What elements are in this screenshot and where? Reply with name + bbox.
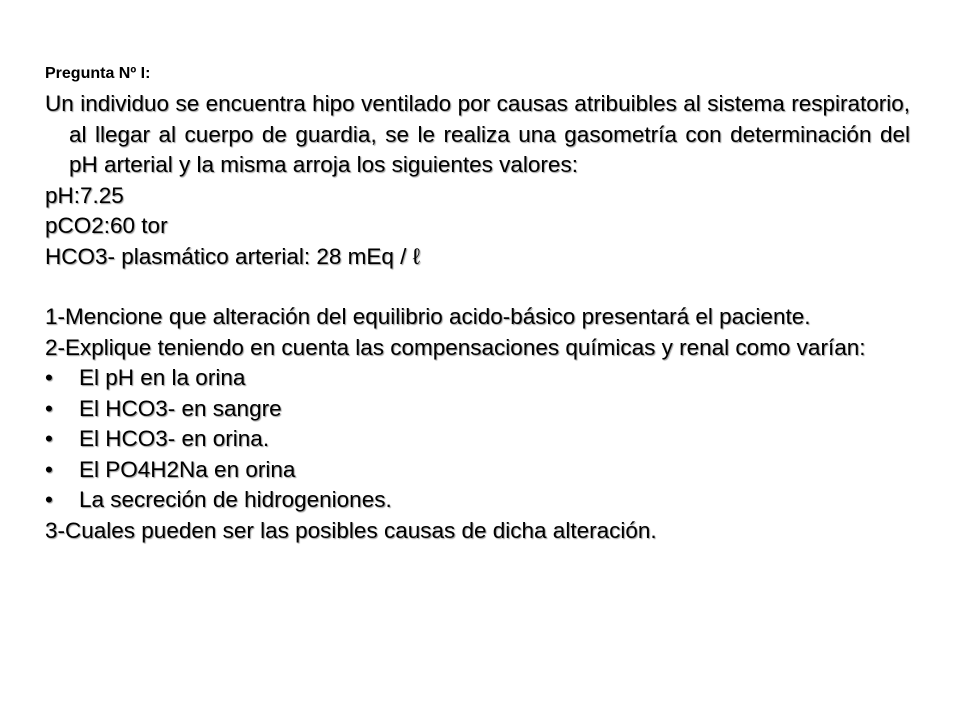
value-ph: pH:7.25 — [45, 182, 124, 208]
slide-content — [45, 64, 910, 546]
bullet-icon: • — [45, 365, 53, 390]
bullet-icon: • — [45, 487, 53, 512]
list-item — [45, 363, 910, 394]
question-2: 2-Explique teniendo en cuenta las compensaciones químicas y renal como varían: — [45, 334, 866, 360]
list-item — [45, 485, 910, 516]
list-item — [45, 455, 910, 486]
question-3: 3-Cuales pueden ser las posibles causas de dicha alteración. — [45, 517, 657, 543]
bullet-list — [45, 363, 910, 516]
bullet-icon: • — [45, 456, 53, 482]
question-body — [45, 89, 910, 546]
bullet-icon: • — [45, 426, 53, 451]
list-item-text: El HCO3- en orina. — [79, 426, 270, 451]
list-item-text: La secreción de hidrogeniones. — [79, 487, 392, 512]
question-1: 1-Mencione que alteración del equilibrio acido-básico presentará el paciente. — [45, 304, 811, 329]
list-item-text: El HCO3- en sangre — [79, 395, 282, 421]
list-item-text: El PO4H2Na en orina — [79, 456, 296, 482]
spacer — [45, 272, 910, 302]
case-description: Un individuo se encuentra hipo ventilado por causas atribuibles al sistema respiratorio, al llegar al cuerpo de guardia, se le realiza una gasometría con determinación del pH arterial y la misma arroja los siguientes valores: — [45, 91, 910, 177]
list-item — [45, 424, 910, 455]
question-heading: Pregunta Nº I: — [45, 65, 151, 82]
bullet-icon: • — [45, 395, 53, 421]
value-hco3: HCO3- plasmático arterial: 28 mEq / ℓ — [45, 243, 420, 269]
list-item-text: El pH en la orina — [79, 365, 246, 390]
value-pco2: pCO2:60 tor — [45, 213, 168, 238]
list-item — [45, 394, 910, 425]
